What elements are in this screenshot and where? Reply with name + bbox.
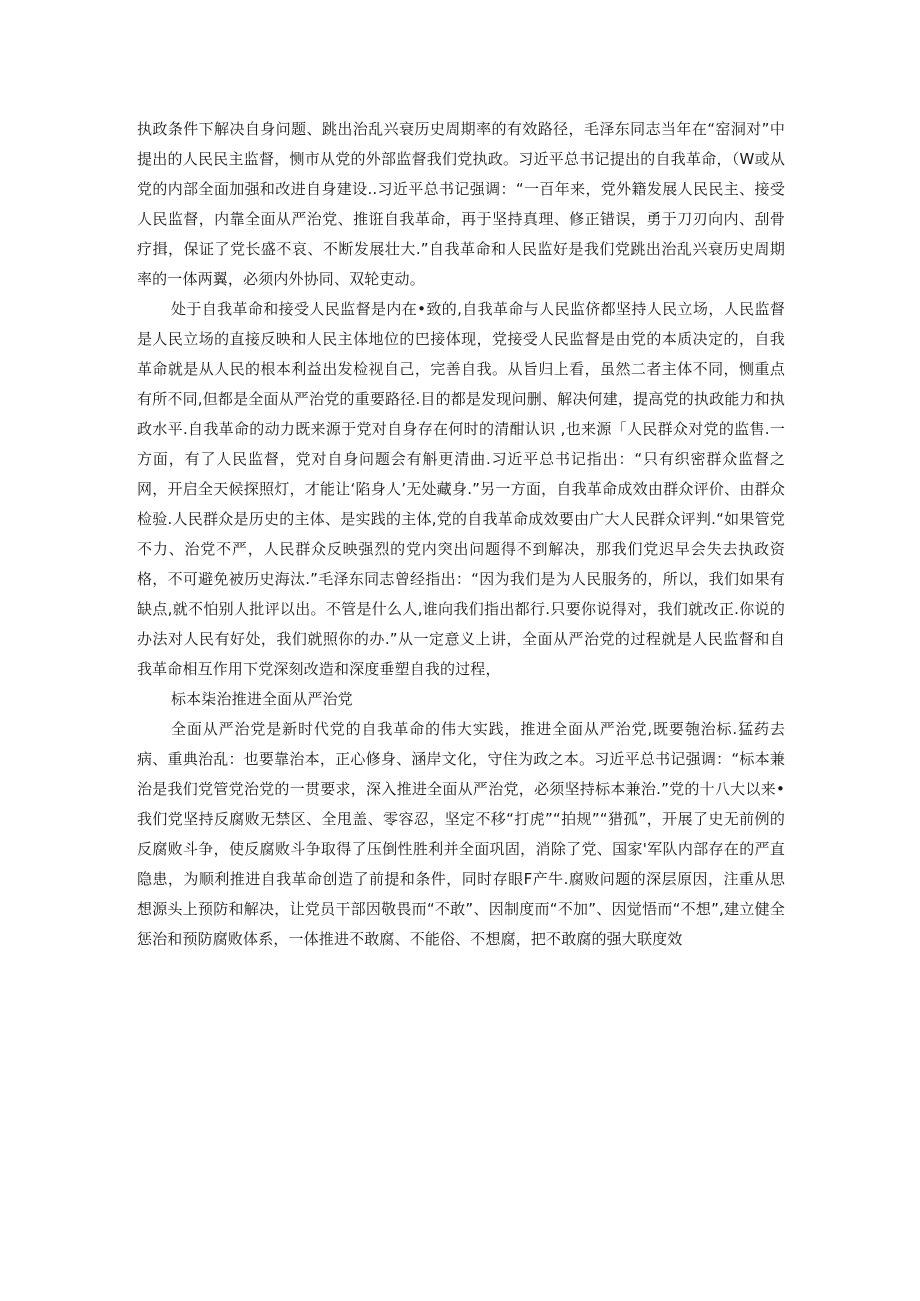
paragraph-3: 全面从严治党是新时代党的自我革命的伟大实践，推进全面从严治党,既要匏治标.猛药去病、重典治乱：也要靠治本，正心修身、涵岸文化，守住为政之本。习近平总书记强调：“标本兼治是我们党管党治党的一贯要求，深入推进全面从严治党，必须坚持标本兼治.”党的十八大以来•我们党坚持反腐败无禁区、全甩盖、零容忍，坚定不移“打虎”“拍规”“猎孤”，开展了史无前例的反腐败斗争，使反腐败斗争取得了压倒性胜利并全面巩固，消除了党、国家'军队内部存在的严直隐患，为顺利推进自我革命创造了前提和条件，同时存眼F产牛.腐败问题的深层原因，注重从思想源头上预防和解决，让党员干部因敬畏而“不敢”、因制度而“不加”、因觉悟而“不想”,建立健全惩治和预防腐败体系，一体推进不敢腐、不能俗、不想腐，把不敢腐的强大联度效 — [137, 720, 785, 948]
document-body — [137, 114, 785, 954]
paragraph-2: 处于自我革命和接受人民监督是内在•致的,自我革命与人民监侪都坚持人民立场，人民监督是人民立场的直接反映和人民主体地位的巴接体现，党接受人民监督是由党的本质决定的，自我革命就是从人民的根本利益出发检视自己，完善自我。从旨归上看，虽然二者主体不同，恻重点有所不同,但都是全面从严治党的重要路径.目的都是发现问删、解决何建，提高党的执政能力和执政水平.自我革命的动力既来源于党对自身存在何时的清酣认识 ,也来源「人民群众对党的监售.一方面，有了人民监督，党对自身问题会有斛更清曲.习近平总书记指出：“只有织密群众监督之网，开启全天候探照灯，才能让‘陷身人’无处藏身.”另一方面，自我革命成效由群众评价、由群众检验.人民群众是历史的主体、是实践的主体,党的自我革命成效要由广大人民群众评判.“如果管党不力、治党不严，人民群众反映强烈的党内突出问题得不到解决，那我们党迟早会失去执政资格，不可避免被历史海汰.”毛泽东同志曾经指出：“因为我们是为人民服务的，所以，我们如果有缺点,就不怕别人批评以出。不管是什么人,谁向我们指出都行.只要你说得对，我们就改正.你说的办法对人民有好处，我们就照你的办.”从一定意义上讲，全面从严治党的过程就是人民监督和自我革命相互作用下党深刻改造和深度垂塑自我的过程， — [137, 300, 785, 678]
section-heading: 标本柒治推进全面从严治党 — [171, 690, 353, 708]
paragraph-1: 执政条件下解决自身问题、跳出治乱兴衰历史周期率的有效路径，毛泽东同志当年在“窑洞对”中提出的人民民主监督，恻市从党的外部监督我们党执政。习近平总书记提出的自我革命，（W或从党的内部全面加强和改进自身建设..习近平总书记强调：“一百年来，党外籍发展人民民主、接受人民监督，内靠全面从严治党、推诳自我革命，再于坚持真理、修正错误，勇于刀刃向内、刮骨疗揖，保证了党长盛不哀、不断发展壮大.”自我革命和人民监好是我们党跳出治乱兴衰历史周期率的一体两翼，必须内外协同、双轮吏动。 — [137, 120, 785, 288]
